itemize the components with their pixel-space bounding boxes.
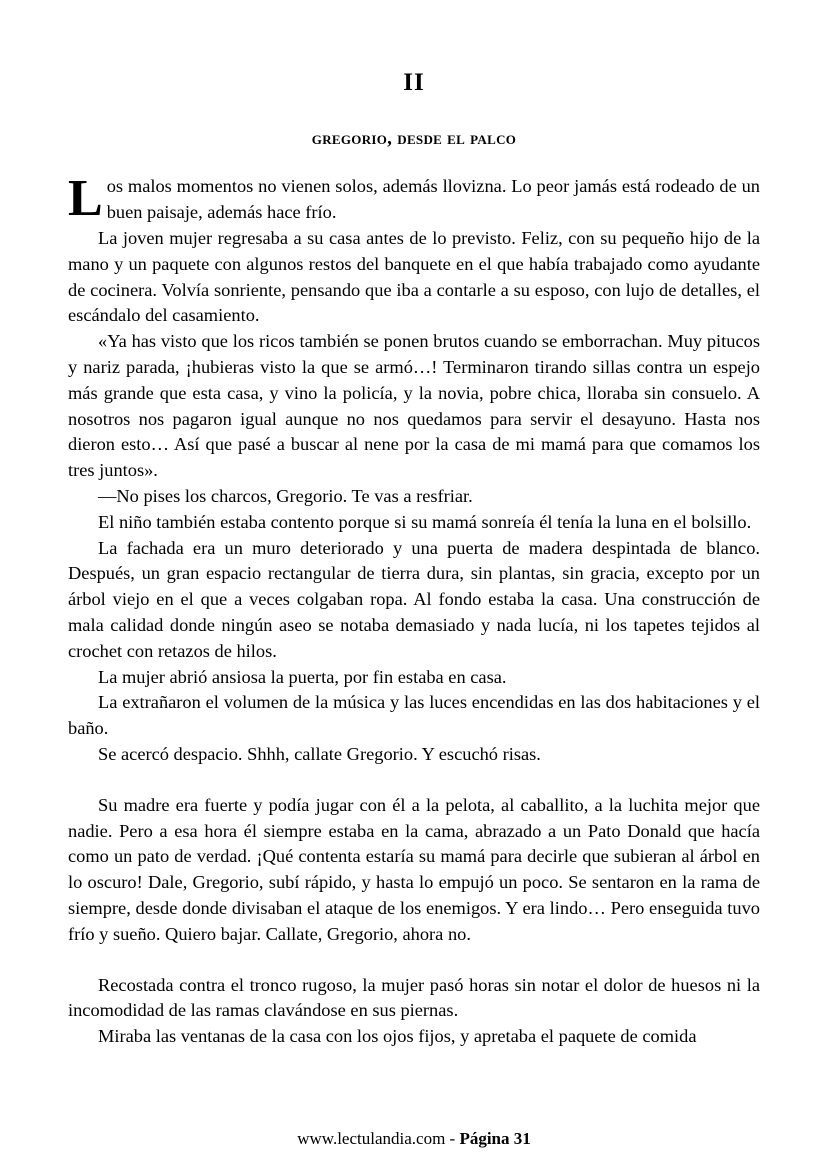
- paragraph: [68, 170, 760, 227]
- paragraph: Se acercó despacio. Shhh, callate Gregorio. Y escuchó risas.: [98, 743, 541, 764]
- page-footer: [0, 1129, 828, 1149]
- body-text: [68, 170, 760, 1050]
- chapter-number: II: [403, 69, 425, 96]
- paragraph: La extrañaron el volumen de la música y las luces encendidas en las dos habitaciones y el baño.: [68, 692, 760, 739]
- footer-page-number: Página 31: [459, 1129, 531, 1148]
- paragraph: El niño también estaba contento porque si su mamá sonreía él tenía la luna en el bolsillo.: [98, 511, 752, 532]
- paragraph: La fachada era un muro deteriorado y una puerta de madera despintada de blanco. Después, un gran espacio rectangular de tierra dura, sin plantas, sin gracia, excepto por un árbol viejo en el que a veces colgaban ropa. Al fondo estaba la casa. Una construcción de mala calidad donde ningún aseo se notaba demasiado y nada lucía, ni los tapetes tejidos al crochet con retazos de hilos.: [68, 537, 760, 661]
- paragraph: Recostada contra el tronco rugoso, la mujer pasó horas sin notar el dolor de huesos ni la incomodidad de las ramas clavándose en sus piernas.: [68, 974, 760, 1021]
- drop-cap: L: [68, 170, 103, 227]
- paragraph: Su madre era fuerte y podía jugar con él a la pelota, al caballito, a la luchita mejor que nadie. Pero a esa hora él siempre estaba en la cama, abrazado a un Pato Donald que hacía como un pato de verdad. ¡Qué contenta estaría su mamá para decirle que subieran al árbol en lo oscuro! Dale, Gregorio, subí rápido, y hasta lo empujó un poco. Se sentaron en la rama de siempre, desde donde divisaban el ataque de los enemigos. Y era lindo… Pero enseguida tuvo frío y sueño. Quiero bajar. Callate, Gregorio, ahora no.: [68, 794, 760, 944]
- chapter-title: gregorio, desde el palco: [311, 128, 517, 149]
- paragraph: Miraba las ventanas de la casa con los ojos fijos, y apretaba el paquete de comida: [98, 1026, 697, 1047]
- paragraph: —No pises los charcos, Gregorio. Te vas a resfriar.: [98, 485, 473, 506]
- paragraph: La joven mujer regresaba a su casa antes de lo previsto. Feliz, con su pequeño hijo de la mano y un paquete con algunos restos del banquete en el que había trabajado como ayudante de cocinera. Volvía sonriente, pensando que iba a contarle a su esposo, con lujo de detalles, el escándalo del casamiento.: [68, 228, 760, 326]
- paragraph: La mujer abrió ansiosa la puerta, por fin estaba en casa.: [98, 666, 507, 687]
- paragraph-text: os malos momentos no vienen solos, además llovizna. Lo peor jamás está rodeado de un buen paisaje, además hace frío.: [106, 176, 760, 222]
- paragraph: «Ya has visto que los ricos también se ponen brutos cuando se emborrachan. Muy pitucos y nariz parada, ¡hubieras visto la que se armó…! Terminaron tirando sillas contra un espejo más grande que esta casa, y vino la policía, y la novia, pobre chica, lloraba sin consuelo. A nosotros nos pagaron igual aunque no nos quedamos para servir el desayuno. Hasta nos dieron esto… Así que pasé a buscar al nene por la casa de mi mamá para que comamos los tres juntos».: [68, 331, 760, 481]
- footer-site: www.lectulandia.com -: [297, 1129, 460, 1148]
